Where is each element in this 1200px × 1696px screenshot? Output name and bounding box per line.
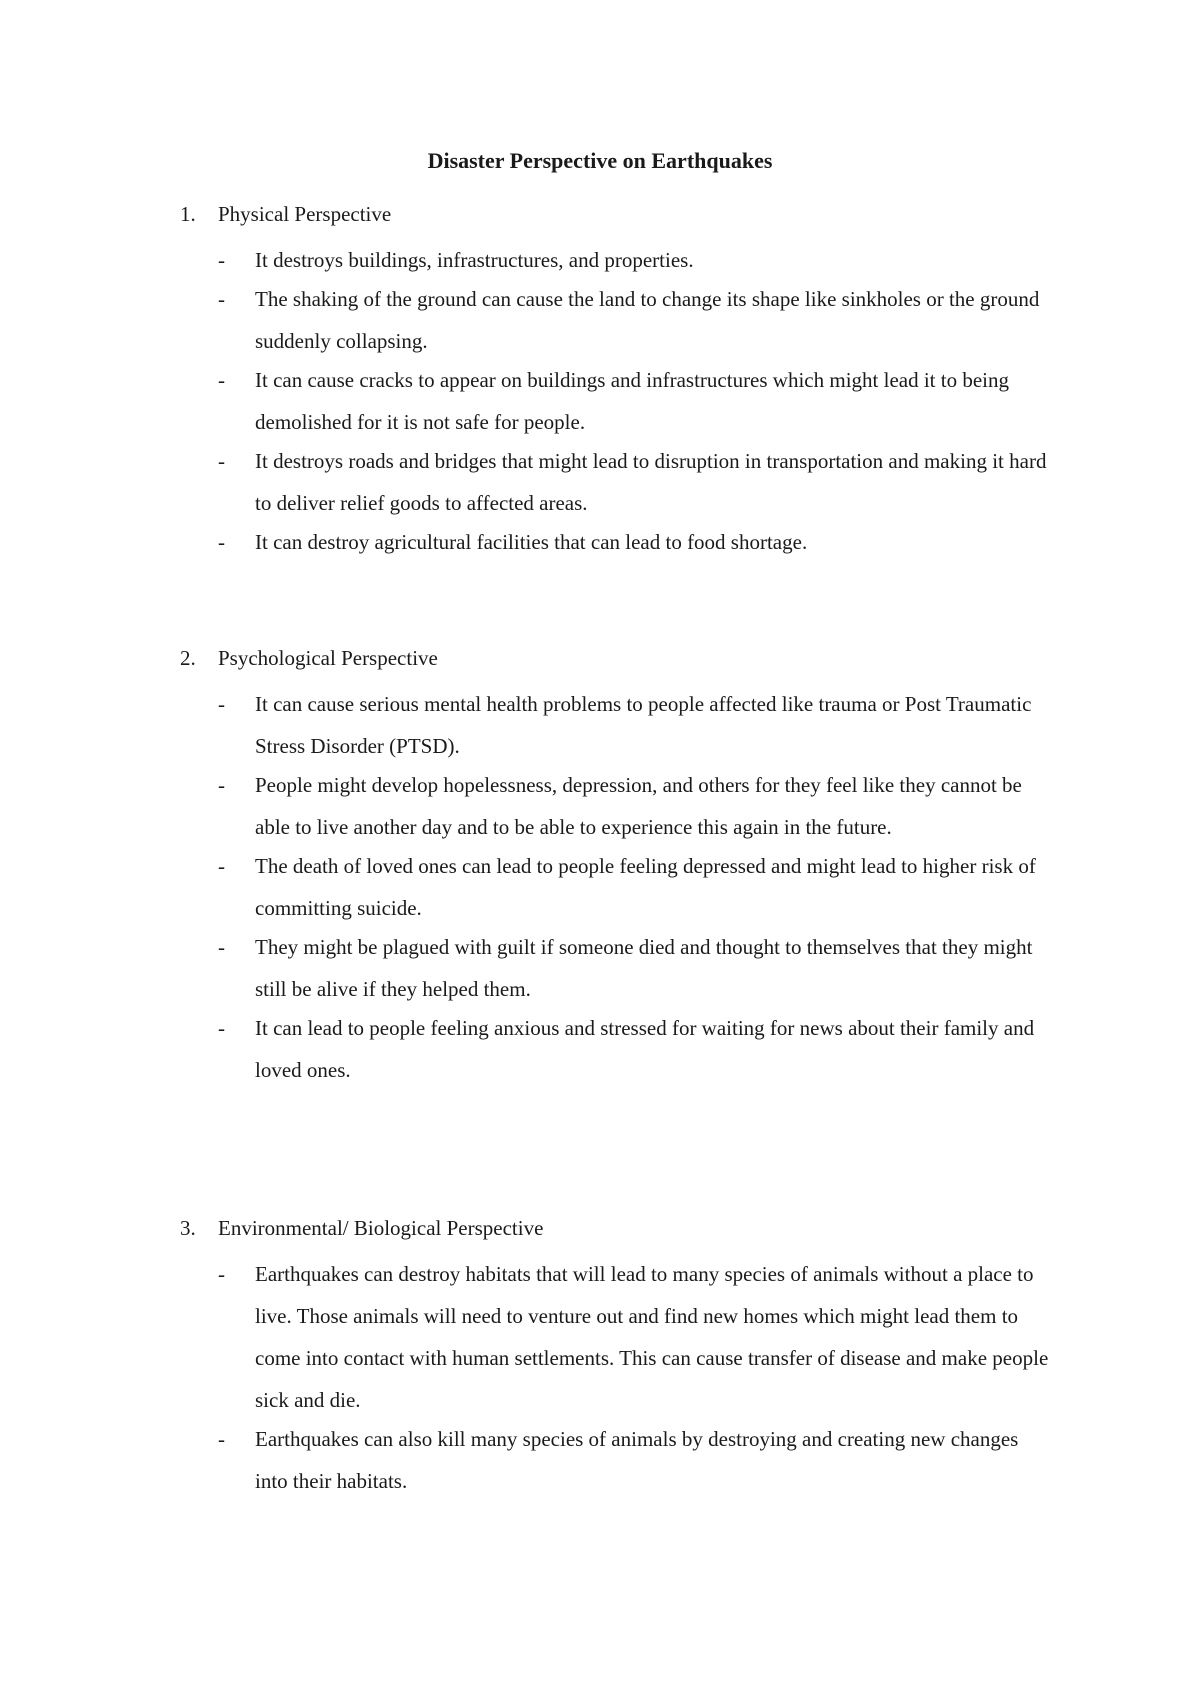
list-item	[0, 764, 1200, 848]
dash-marker: -	[218, 530, 225, 554]
dash-marker: -	[218, 248, 225, 272]
list-item	[0, 521, 1200, 563]
document-title: Disaster Perspective on Earthquakes	[427, 148, 773, 173]
section-heading	[180, 199, 391, 229]
bullet-text: It can lead to people feeling anxious and stressed for waiting for news about their family and loved ones.	[255, 1016, 1035, 1082]
bullet-text: It destroys buildings, infrastructures, and properties.	[255, 248, 694, 272]
bullet-text: The death of loved ones can lead to people feeling depressed and might lead to higher risk of committing suicide.	[255, 854, 1036, 920]
list-item	[0, 1007, 1200, 1091]
bullet-text: They might be plagued with guilt if someone died and thought to themselves that they might still be alive if they helped them.	[255, 935, 1033, 1001]
dash-marker: -	[218, 287, 225, 311]
bullet-text: Earthquakes can destroy habitats that will lead to many species of animals without a place to live. Those animals will need to venture out and find new homes which might lead them to come into contact with human settlements. This can cause transfer of disease and make people sick and die.	[255, 1262, 1049, 1412]
list-item	[0, 278, 1200, 362]
bullet-list	[0, 683, 1200, 1091]
bullet-text: The shaking of the ground can cause the land to change its shape like sinkholes or the ground suddenly collapsing.	[255, 287, 1040, 353]
bullet-list	[0, 239, 1200, 563]
section-title: Environmental/ Biological Perspective	[218, 1216, 544, 1240]
dash-marker: -	[218, 1427, 225, 1451]
bullet-text: People might develop hopelessness, depression, and others for they feel like they cannot be able to live another day and to be able to experience this again in the future.	[255, 773, 1022, 839]
list-item	[0, 359, 1200, 443]
bullet-text: It can cause serious mental health problems to people affected like trauma or Post Traumatic Stress Disorder (PTSD).	[255, 692, 1032, 758]
section-number: 2.	[180, 646, 196, 670]
section-heading	[180, 643, 438, 673]
dash-marker: -	[218, 449, 225, 473]
section-heading	[180, 1213, 543, 1243]
bullet-text: It can cause cracks to appear on buildings and infrastructures which might lead it to being demolished for it is not safe for people.	[255, 368, 1010, 434]
bullet-text: It destroys roads and bridges that might lead to disruption in transportation and making it hard to deliver relief goods to affected areas.	[255, 449, 1047, 515]
list-item	[0, 440, 1200, 524]
list-item	[0, 239, 1200, 281]
list-item	[0, 845, 1200, 929]
dash-marker: -	[218, 1262, 225, 1286]
list-item	[0, 926, 1200, 1010]
list-item	[0, 1418, 1200, 1502]
dash-marker: -	[218, 1016, 225, 1040]
section-title: Psychological Perspective	[218, 646, 438, 670]
section-number: 3.	[180, 1216, 196, 1240]
dash-marker: -	[218, 773, 225, 797]
dash-marker: -	[218, 368, 225, 392]
list-item	[0, 683, 1200, 767]
dash-marker: -	[218, 692, 225, 716]
bullet-list	[0, 1253, 1200, 1502]
bullet-text: Earthquakes can also kill many species of animals by destroying and creating new changes into their habitats.	[255, 1427, 1019, 1493]
dash-marker: -	[218, 854, 225, 878]
dash-marker: -	[218, 935, 225, 959]
section-title: Physical Perspective	[218, 202, 392, 226]
bullet-text: It can destroy agricultural facilities that can lead to food shortage.	[255, 530, 808, 554]
list-item	[0, 1253, 1200, 1421]
section-number: 1.	[180, 202, 196, 226]
